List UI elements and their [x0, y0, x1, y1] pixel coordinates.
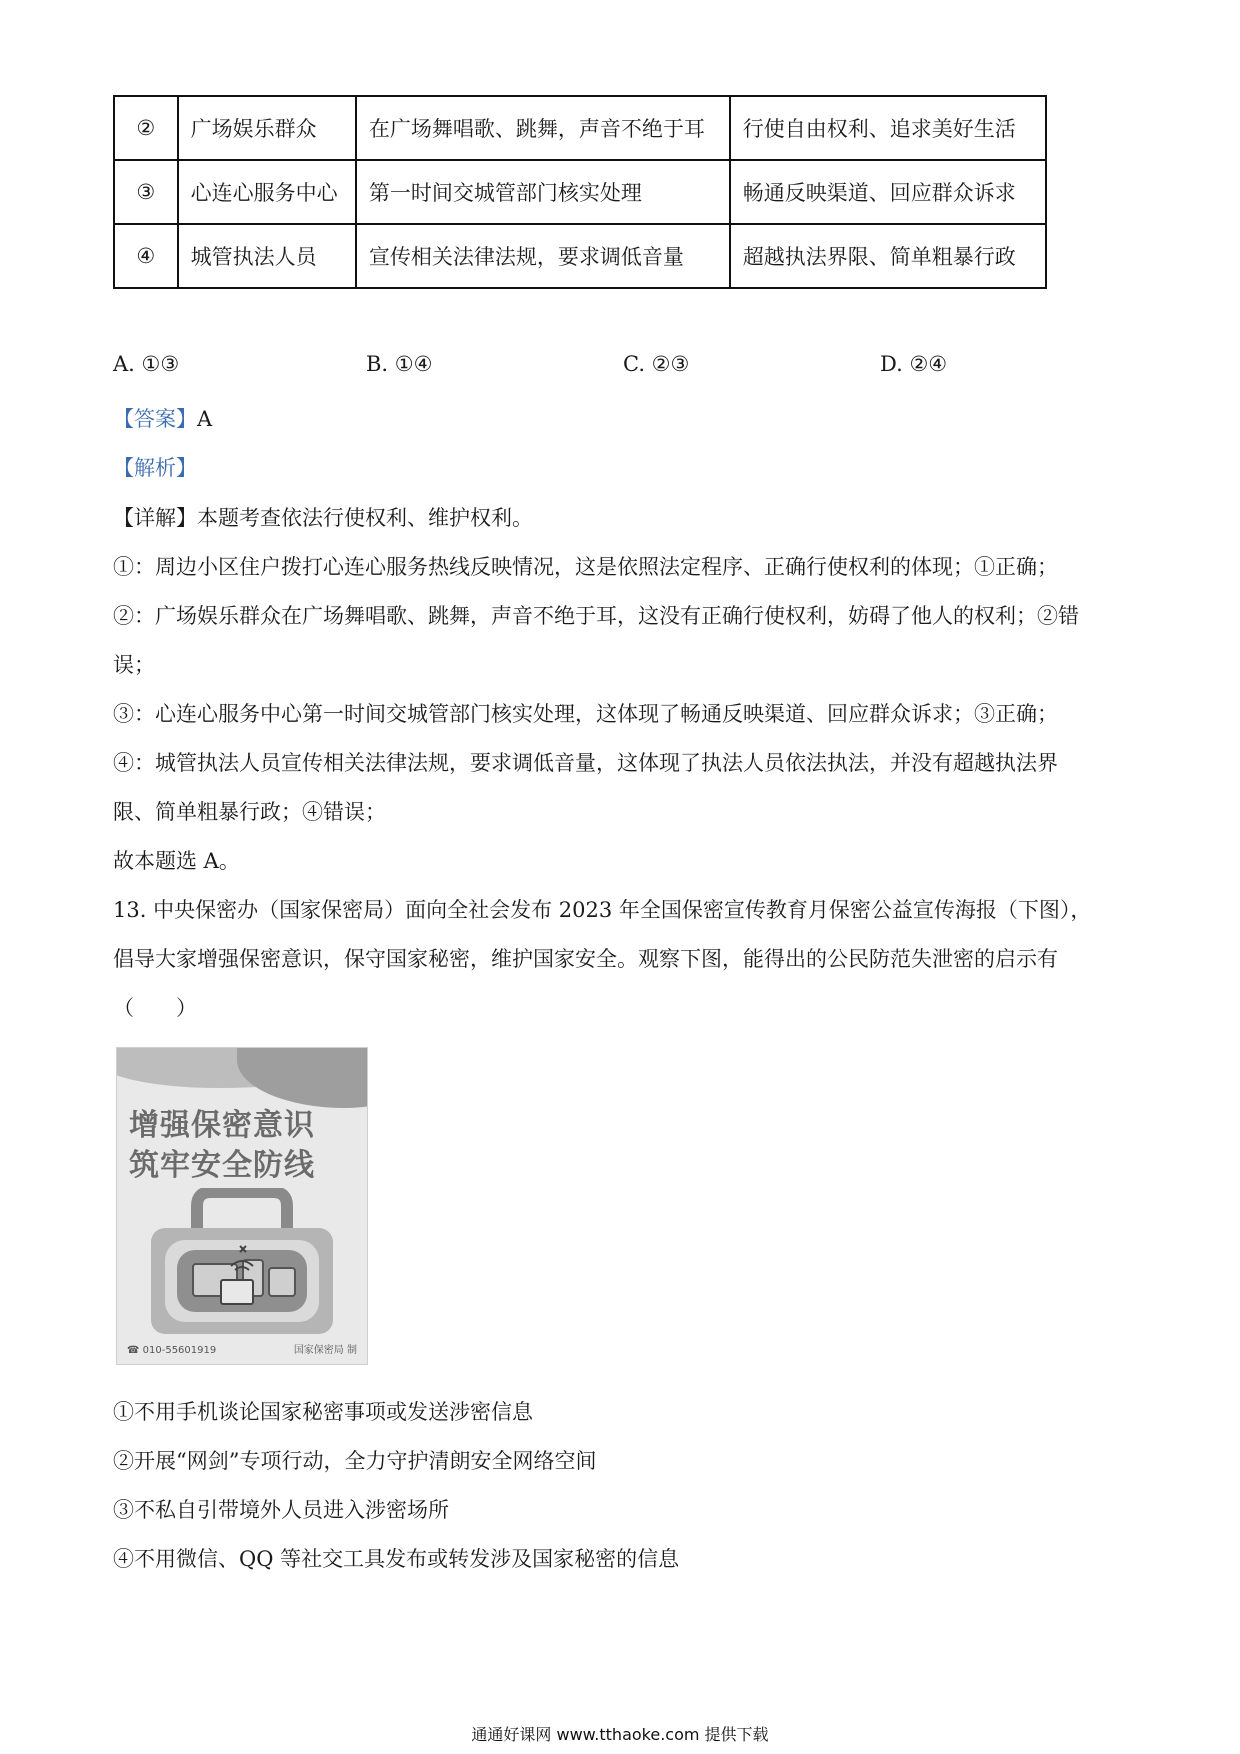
statement-1: ①不用手机谈论国家秘密事项或发送涉密信息	[113, 1400, 533, 1424]
statement-2: ②开展“网剑”专项行动，全力守护清朗安全网络空间	[113, 1449, 597, 1473]
page-footer: 通通好课网 www.tthaoke.com 提供下载	[471, 1725, 769, 1744]
table-row	[114, 160, 1046, 224]
row-evaluation: 畅通反映渠道、回应群众诉求	[730, 160, 1046, 224]
detail-line-1: 【详解】本题考查依法行使权利、维护权利。	[113, 506, 533, 530]
row-number: ④	[114, 224, 178, 288]
option-c: C. ②③	[623, 352, 690, 376]
analysis-label: 【解析】	[113, 456, 197, 480]
poster-phone: ☎ 010-55601919	[127, 1345, 217, 1356]
table-row	[114, 96, 1046, 160]
question-13-line-1: 13. 中央保密办（国家保密局）面向全社会发布 2023 年全国保密宣传教育月保密公益宣传海报（下图），	[113, 898, 1092, 922]
row-action: 宣传相关法律法规，要求调低音量	[356, 224, 730, 288]
answer-options	[113, 352, 1113, 384]
detail-line-5: ③：心连心服务中心第一时间交城管部门核实处理，这体现了畅通反映渠道、回应群众诉求；③正确；	[113, 702, 1058, 726]
row-number: ③	[114, 160, 178, 224]
statement-3: ③不私自引带境外人员进入涉密场所	[113, 1498, 449, 1522]
row-evaluation: 超越执法界限、简单粗暴行政	[730, 224, 1046, 288]
row-evaluation: 行使自由权利、追求美好生活	[730, 96, 1046, 160]
poster-wave-decoration	[237, 1047, 368, 1108]
detail-line-8: 故本题选 A。	[113, 849, 240, 873]
detail-line-7: 限、简单粗暴行政；④错误；	[113, 800, 386, 824]
option-a: A. ①③	[113, 352, 180, 376]
poster-title-line-1: 增强保密意识	[129, 1108, 315, 1143]
statement-4: ④不用微信、QQ 等社交工具发布或转发涉及国家秘密的信息	[113, 1547, 680, 1571]
row-action: 第一时间交城管部门核实处理	[356, 160, 730, 224]
row-subject: 城管执法人员	[178, 224, 356, 288]
option-b: B. ①④	[366, 352, 433, 376]
answer-value: A	[197, 407, 213, 431]
poster-title-line-2: 筑牢安全防线	[129, 1148, 315, 1183]
answer-line	[113, 403, 212, 435]
table-row	[114, 224, 1046, 288]
option-d: D. ②④	[880, 352, 948, 376]
detail-line-2: ①：周边小区住户拨打心连心服务热线反映情况，这是依照法定程序、正确行使权利的体现；①正确；	[113, 555, 1058, 579]
row-action: 在广场舞唱歌、跳舞，声音不绝于耳	[356, 96, 730, 160]
question-13-line-3: （ ）	[113, 996, 197, 1020]
question-13-line-2: 倡导大家增强保密意识，保守国家秘密，维护国家安全。观察下图，能得出的公民防范失泄密的启示有	[113, 947, 1058, 971]
security-poster-image	[116, 1047, 368, 1365]
padlock-icon	[147, 1188, 337, 1338]
row-subject: 广场娱乐群众	[178, 96, 356, 160]
options-table	[113, 95, 1047, 289]
poster-organization: 国家保密局 制	[293, 1345, 357, 1356]
row-number: ②	[114, 96, 178, 160]
answer-label: 【答案】	[113, 407, 197, 431]
row-subject: 心连心服务中心	[178, 160, 356, 224]
detail-line-3: ②：广场娱乐群众在广场舞唱歌、跳舞，声音不绝于耳，这没有正确行使权利，妨碍了他人的权利；②错	[113, 604, 1079, 628]
detail-line-6: ④：城管执法人员宣传相关法律法规，要求调低音量，这体现了执法人员依法执法，并没有超越执法界	[113, 751, 1058, 775]
detail-line-4: 误；	[113, 653, 155, 677]
